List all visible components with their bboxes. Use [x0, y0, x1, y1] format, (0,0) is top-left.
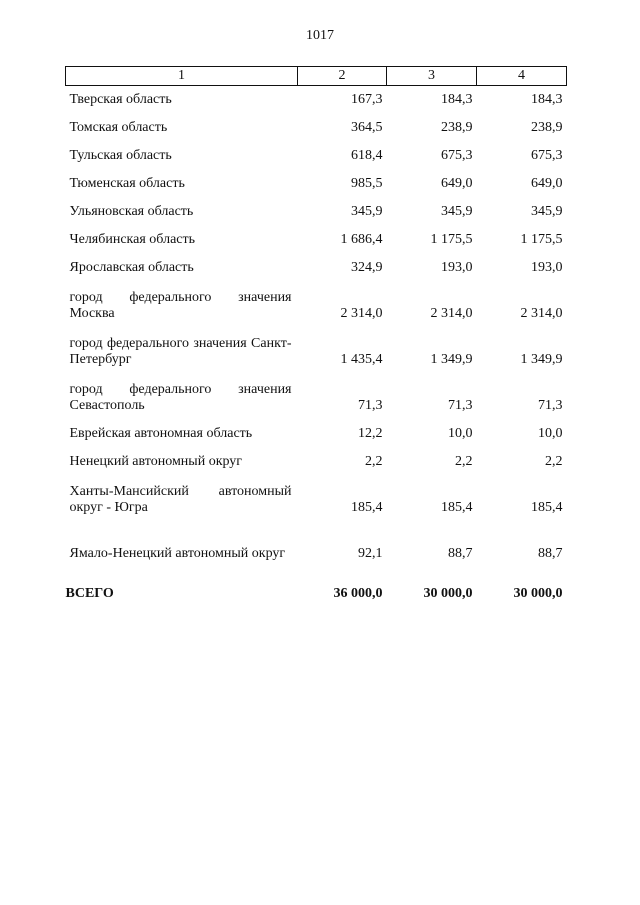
table-row: [66, 220, 567, 248]
value-col-2: 364,5: [351, 120, 383, 135]
value-col-2: 167,3: [351, 92, 383, 107]
value-col-2: 71,3: [358, 398, 383, 413]
value-col-2: 2,2: [365, 454, 383, 469]
total-col-3: 30 000,0: [423, 586, 473, 601]
value-col-3: 345,9: [441, 204, 473, 219]
value-col-4: 345,9: [531, 204, 563, 219]
table-row: [66, 192, 567, 220]
region-name: Еврейская автономная область: [69, 426, 253, 441]
value-col-2: 345,9: [351, 204, 383, 219]
value-col-4: 10,0: [538, 426, 563, 441]
value-col-2: 2 314,0: [340, 306, 383, 321]
region-name: Ярославская область: [69, 260, 194, 275]
table-row: [66, 470, 567, 516]
region-name: Ямало-Ненецкий автономный округ: [69, 546, 286, 561]
value-col-4: 184,3: [531, 92, 563, 107]
region-name: Ненецкий автономный округ: [69, 454, 243, 469]
total-label: ВСЕГО: [65, 586, 114, 601]
value-col-4: 2,2: [545, 454, 563, 469]
value-col-3: 649,0: [441, 176, 473, 191]
region-name: город федерального значения Санкт-Петербург: [69, 336, 292, 367]
value-col-2: 92,1: [358, 546, 383, 561]
region-name: Тюменская область: [69, 176, 185, 191]
column-header-2: 2: [298, 67, 387, 86]
value-col-3: 2 314,0: [430, 306, 473, 321]
region-name: город федерального значения Москва: [69, 290, 292, 321]
value-col-2: 185,4: [351, 500, 383, 515]
value-col-4: 2 314,0: [520, 306, 563, 321]
value-col-4: 238,9: [531, 120, 563, 135]
table-row: [66, 516, 567, 562]
value-col-2: 985,5: [351, 176, 383, 191]
total-col-4: 30 000,0: [513, 586, 563, 601]
allocation-table: [65, 66, 567, 602]
page-number: 1017: [306, 28, 334, 43]
value-col-3: 185,4: [441, 500, 473, 515]
table-row: [66, 136, 567, 164]
value-col-4: 1 349,9: [520, 352, 563, 367]
column-header-3: 3: [387, 67, 477, 86]
region-name: Ульяновская область: [69, 204, 194, 219]
value-col-4: 1 175,5: [520, 232, 563, 247]
table-row: [66, 164, 567, 192]
value-col-4: 185,4: [531, 500, 563, 515]
table-row: [66, 322, 567, 368]
table-row: [66, 442, 567, 470]
value-col-2: 1 435,4: [340, 352, 383, 367]
value-col-3: 184,3: [441, 92, 473, 107]
value-col-4: 71,3: [538, 398, 563, 413]
table-row: [66, 248, 567, 276]
value-col-3: 2,2: [455, 454, 473, 469]
region-name: Ханты-Мансийский автономный округ - Югра: [69, 484, 292, 515]
value-col-2: 1 686,4: [340, 232, 383, 247]
column-header-1: 1: [66, 67, 298, 86]
table-row: [66, 86, 567, 109]
region-name: Томская область: [69, 120, 168, 135]
column-header-4: 4: [477, 67, 567, 86]
region-name: Тверская область: [69, 92, 172, 107]
region-name: Тульская область: [69, 148, 172, 163]
column-number-row: [66, 67, 567, 86]
value-col-4: 675,3: [531, 148, 563, 163]
value-col-4: 88,7: [538, 546, 563, 561]
value-col-3: 238,9: [441, 120, 473, 135]
table-row: [66, 276, 567, 322]
table-row: [66, 108, 567, 136]
value-col-3: 193,0: [441, 260, 473, 275]
value-col-2: 324,9: [351, 260, 383, 275]
region-name: город федерального значения Севастополь: [69, 382, 292, 413]
table-row: [66, 368, 567, 414]
value-col-3: 71,3: [448, 398, 473, 413]
region-name: Челябинская область: [69, 232, 195, 247]
value-col-2: 618,4: [351, 148, 383, 163]
value-col-3: 88,7: [448, 546, 473, 561]
total-col-2: 36 000,0: [333, 586, 383, 601]
value-col-4: 649,0: [531, 176, 563, 191]
value-col-2: 12,2: [358, 426, 383, 441]
value-col-3: 1 175,5: [430, 232, 473, 247]
table-row: [66, 414, 567, 442]
value-col-3: 1 349,9: [430, 352, 473, 367]
value-col-3: 675,3: [441, 148, 473, 163]
value-col-4: 193,0: [531, 260, 563, 275]
total-row: [66, 562, 567, 602]
value-col-3: 10,0: [448, 426, 473, 441]
